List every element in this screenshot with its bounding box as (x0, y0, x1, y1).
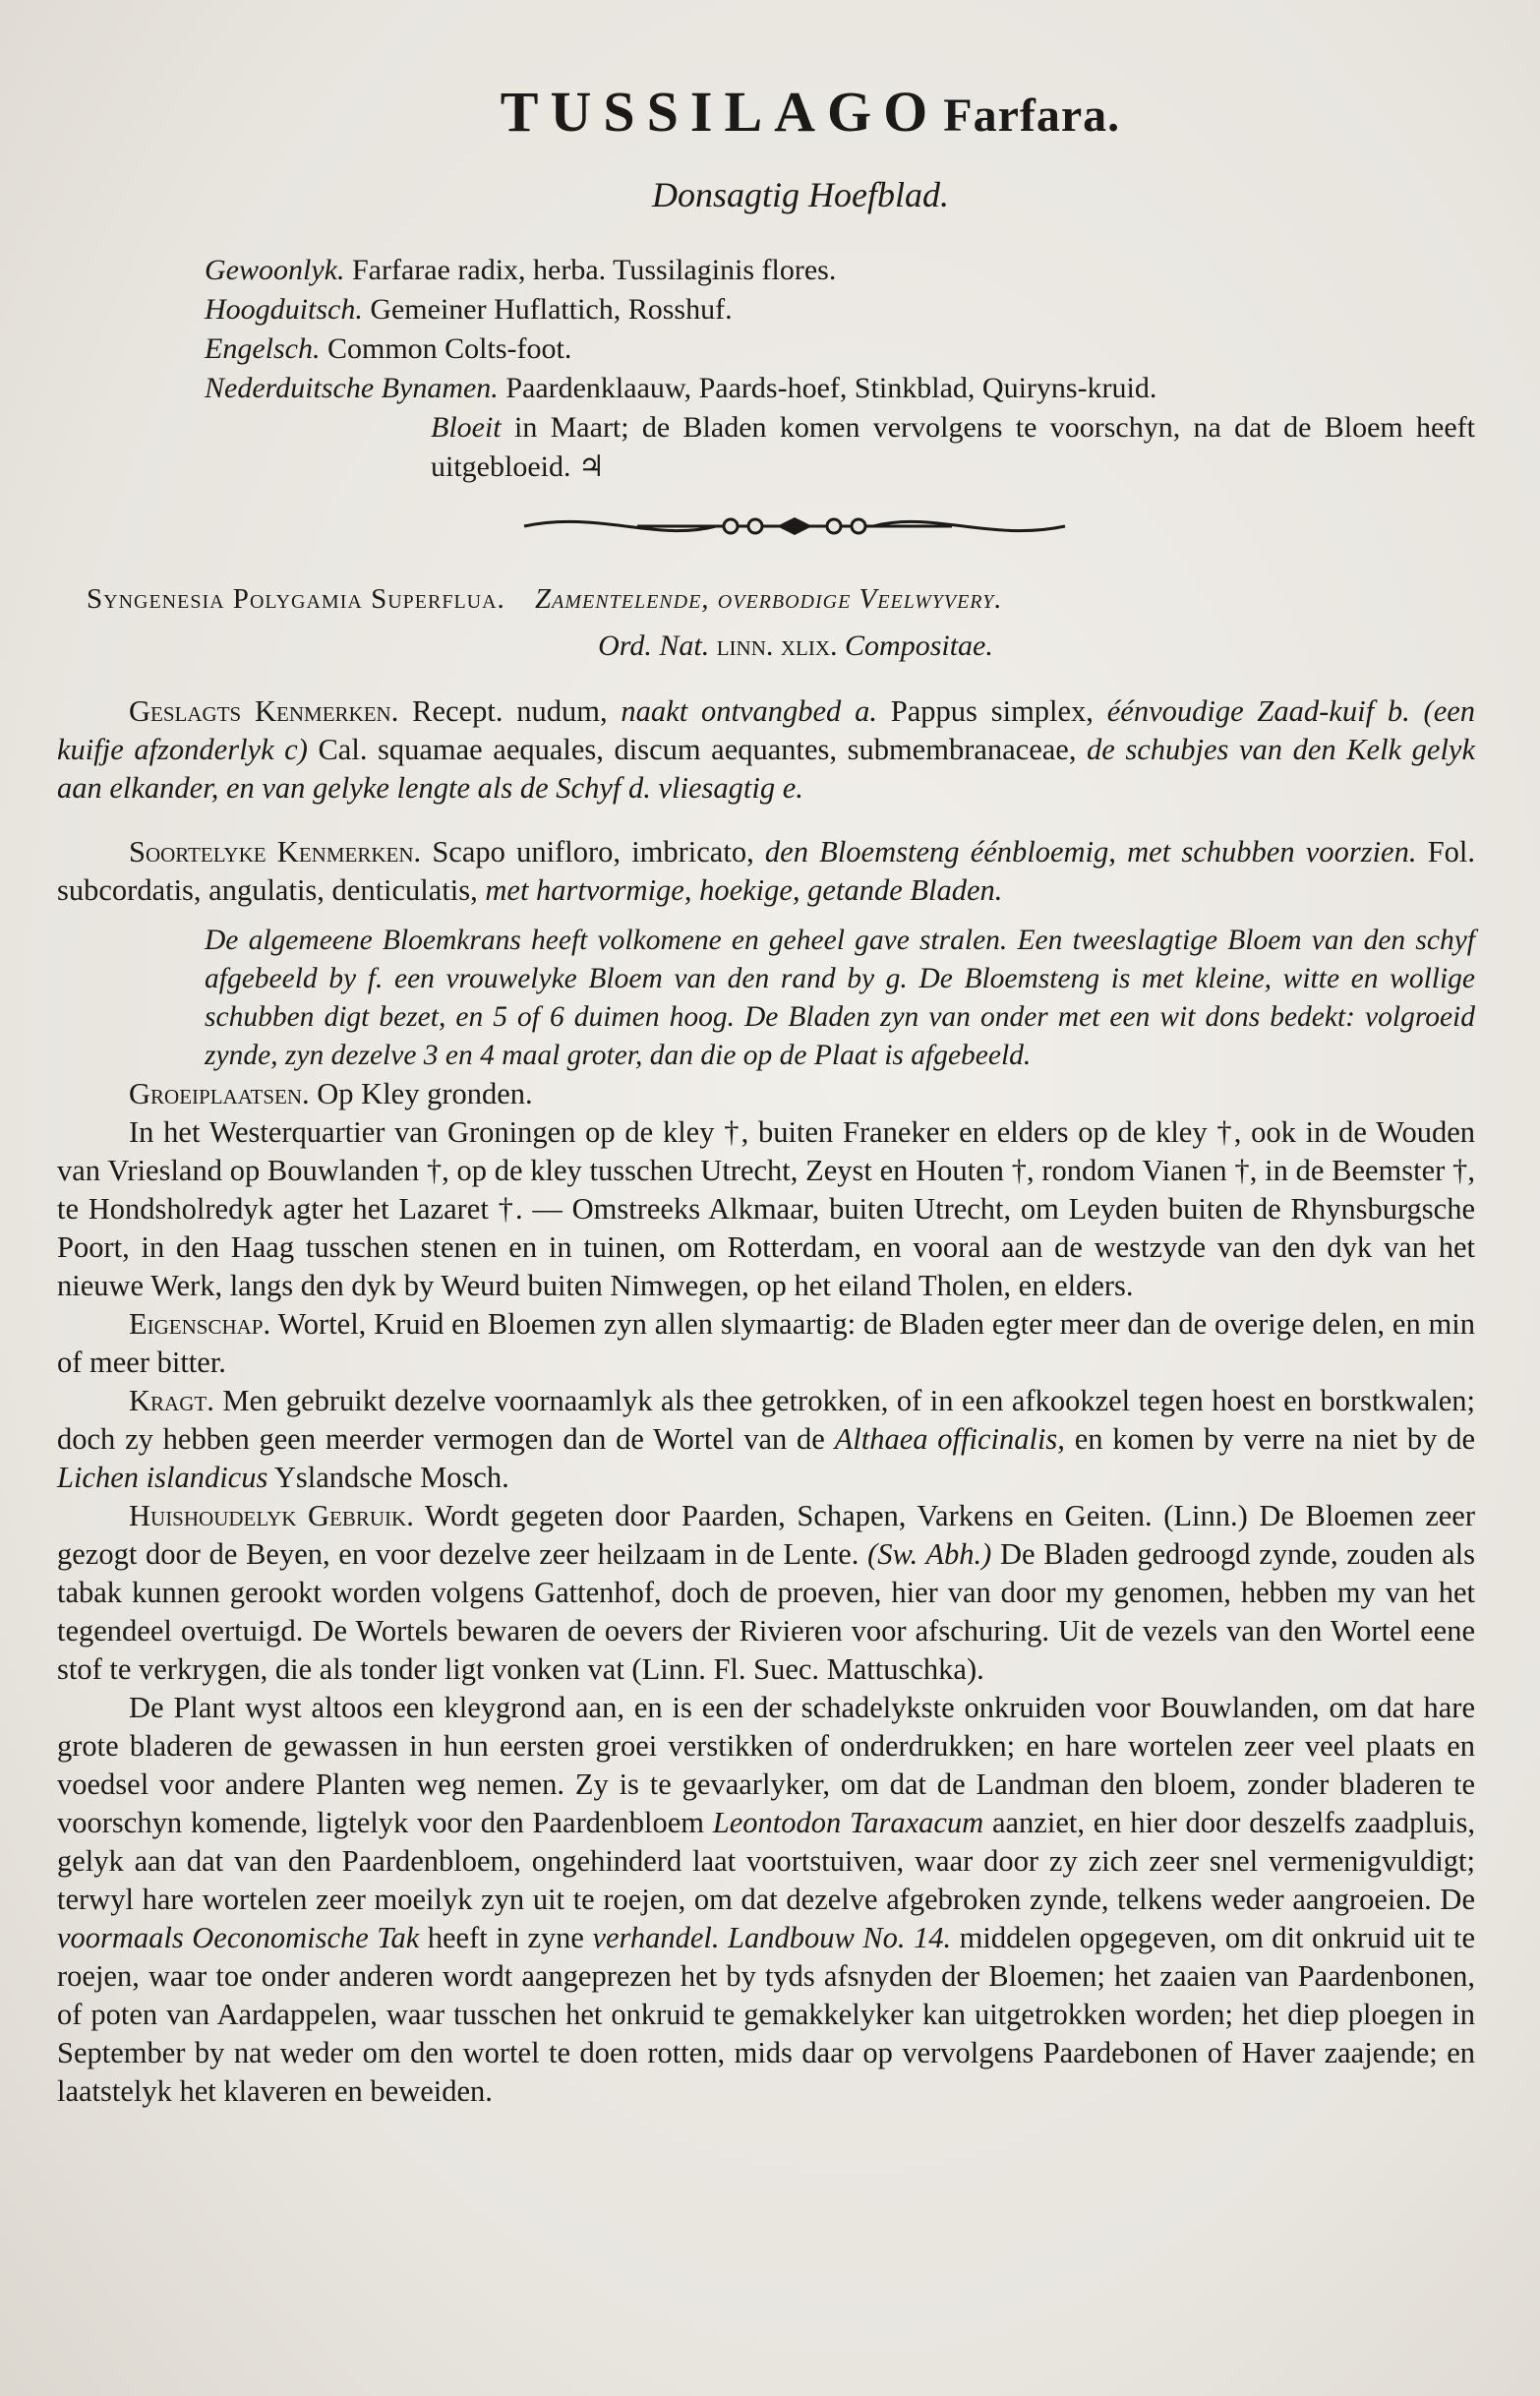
text-run: naakt ontvangbed a. (621, 694, 877, 728)
text-run: verhandel. Landbouw No. 14. (592, 1921, 952, 1954)
text-run: Recept. nudum, (412, 694, 608, 728)
text-run: Fol. subcordatis, angulatis, denticulatis, (57, 835, 1475, 907)
text-run: De Bladen gedroogd zynde, zouden als tabak kunnen gerookt worden volgens Gattenhof, doch de proeven, hier van door my genomen, hebben my van het tegendeel overtuigd. De Wortels bewaren de oevers der Rivieren voor afschuring. Uit de vezels van den Wortel eene stof te verkrygen, die als tonder ligt vonken vat (Linn. Fl. Suec. Mattuschka). (57, 1537, 1476, 1686)
text-run: voormaals Oeconomische Tak (57, 1921, 420, 1954)
genus-characters (57, 692, 1475, 808)
text-run: middelen opgegeven, om dit onkruid uit te roejen, waar toe onder anderen wordt aangeprezen het by tyds afsnyden der Bloemen; het zaaien van Paardenbonen, of poten van Aardappelen, waar tusschen het onkruid te gemakkelyker kan uitgetrokken worden; het diep ploegen in September by nat weder om den wortel te doen rotten, mids daar op vervolgens Paardebonen of Haver zaajende; en laatstelyk het klaveren en beweiden. (57, 1921, 1476, 2108)
text-run: en komen by verre na niet by de (1074, 1422, 1476, 1456)
section-heading: Eigenschap. (129, 1307, 271, 1341)
power-paragraph (57, 1382, 1475, 1497)
name-text: Paardenklaauw, Paards-hoef, Stinkblad, Quiryns-kruid. (505, 372, 1157, 404)
text-run: Scapo unifloro, imbricato, (432, 835, 754, 869)
name-text: Gemeiner Huflattich, Rosshuf. (370, 293, 733, 326)
growing-places (57, 1075, 1475, 1113)
name-line (205, 290, 1475, 329)
text-run: Op Kley gronden. (317, 1077, 533, 1110)
growing-places-list: In het Westerquartier van Groningen op de kley †, buiten Franeker en elders op de kley †, ook in de Wouden van Vriesland op Bouwlanden †, op de kley tusschen Utrecht, Zeyst en Houten †, rondom Vianen †, in de Beemster †, te Hondsholredyk agter het Lazaret †. — Omstreeks Alkmaar, buiten Utrecht, om Leyden buiten de Rhynsburgsche Poort, in den Haag tusschen stenen en in tuinen, om Rotterdam, en vooral aan de westzyde van den dyk van het nieuwe Werk, langs den dyk by Weurd buiten Nimwegen, op het eiland Tholen, en elders. (57, 1115, 1475, 1302)
name-text: Farfarae radix, herba. Tussilaginis flores. (351, 254, 837, 286)
bloom-text (431, 408, 1475, 487)
section-heading: Kragt. (129, 1384, 214, 1417)
bloom-body: in Maart; de Bladen komen vervolgens te voorschyn, na dat de Bloem heeft uitgebloeid. (431, 411, 1475, 483)
class-dutch: Zamentelende, overbodige Veelwyvery. (535, 583, 1003, 615)
main-text (57, 692, 1475, 2111)
property-paragraph (57, 1305, 1475, 1382)
section-heading: Geslagts Kenmerken. (129, 694, 399, 728)
title-genus: TUSSILAGO (500, 80, 940, 144)
name-line (205, 329, 1475, 369)
section-heading: Huishoudelyk Gebruik. (129, 1499, 414, 1532)
section-heading: Groeiplaatsen. (129, 1077, 310, 1110)
text-run: De Plant wyst altoos een kleygrond aan, en is een der schadelykste onkruiden voor Bouwlanden, om dat hare grote bladeren de gewassen in hun eersten groei verstikken of onderdrukken; en hare wortelen zeer veel plaats en voedsel voor andere Planten weg nemen. Zy is te gevaarlyker, om dat de Landman den bloem, zonder bladeren te voorschyn komende, ligtelyk voor den Paardenbloem (57, 1691, 1475, 1839)
perennial-symbol: ♃ (577, 450, 605, 483)
dutch-name: Donsagtig Hoefblad. (652, 175, 949, 214)
text-run: Leontodon Taraxacum (712, 1806, 984, 1839)
text-run: Althaea officinalis, (834, 1422, 1065, 1456)
name-lang: Engelsch. (205, 332, 321, 365)
text-run: de schubjes van den Kelk gelyk aan elkander, en van gelyke lengte als de Schyf d. vliesagtig e. (57, 733, 1476, 805)
ord-prefix: Ord. Nat. (598, 629, 710, 662)
text-run: (Sw. Abh.) (867, 1537, 992, 1571)
text-run: Wordt gegeten door Paarden, Schapen, Varkens en Geiten. (Linn.) De Bloemen zeer gezogt door de Beyen, en voor dezelve zeer heilzaam in de Lente. (57, 1499, 1476, 1571)
ord-family: Compositae. (845, 629, 993, 662)
name-line (205, 369, 1475, 408)
text-run: Lichen islandicus (57, 1461, 268, 1494)
text-run: Wortel, Kruid en Bloemen zyn allen slymaartig: de Bladen egter meer dan de overige delen, en min of meer bitter. (57, 1307, 1476, 1379)
text-run: Yslandsche Mosch. (273, 1461, 509, 1494)
page-title (146, 79, 1475, 145)
name-lang: Hoogduitsch. (205, 293, 363, 326)
text-run: Pappus simplex, (890, 694, 1094, 728)
plant-paragraph (57, 1689, 1475, 2111)
text-run: Men gebruikt dezelve voornaamlyk als thee getrokken, of in een afkookzel tegen hoest en borstkwalen; doch zy hebben geen meerder vermogen dan de Wortel van de (57, 1384, 1476, 1456)
title-species: Farfara. (943, 90, 1121, 142)
classification-line (87, 583, 1475, 616)
description-note: De algemeene Bloemkrans heeft volkomene en geheel gave stralen. Een tweeslagtige Bloem van den schyf afgebeeld by f. een vrouwelyke Bloem van den rand by g. De Bloemsteng is met kleine, witte en wollige schubben digt bezet, en 5 of 6 duimen hoog. De Bladen zyn van onder met een wit dons bedekt: volgroeid zynde, zyn dezelve 3 en 4 maal groter, dan die op de Plaat is afgebeeld. (205, 925, 1475, 1071)
class-latin: Syngenesia Polygamia Superflua. (87, 583, 505, 615)
text-run: Cal. squamae aequales, discum aequantes, submembranaceae, (318, 733, 1077, 766)
name-text: Common Colts-foot. (326, 332, 572, 365)
natural-order (116, 629, 1475, 663)
section-heading: Soortelyke Kenmerken. (129, 835, 422, 869)
text-run: éénvoudige Zaad-kuif b. (een kuifje afzonderlyk c) (57, 694, 1476, 766)
ornament-divider (519, 507, 1070, 546)
name-lang: Gewoonlyk. (205, 254, 345, 286)
species-characters (57, 833, 1475, 910)
text-run: met hartvormige, hoekige, getande Bladen. (485, 873, 1003, 907)
text-run: heeft in zyne (427, 1921, 584, 1954)
ord-linn: linn. xlix. (716, 629, 838, 662)
text-run: aanziet, en hier door deszelfs zaadpluis, gelyk aan dat van den Paardenbloem, ongehinderd laat voortstuiven, waar door zy zich zeer snel vermenigvuldigt; terwyl hare wortelen zeer moeilyk zyn uit te roejen, om dat dezelve afgebroken zynde, telkens weder aangroeien. De (57, 1806, 1476, 1916)
household-use-paragraph (57, 1497, 1475, 1689)
name-line (205, 251, 1475, 290)
name-lang: Nederduitsche Bynamen. (205, 372, 499, 404)
text-run: den Bloemsteng éénbloemig, met schubben voorzien. (764, 835, 1417, 869)
common-names (205, 251, 1475, 408)
bloom-label: Bloeit (431, 411, 502, 444)
